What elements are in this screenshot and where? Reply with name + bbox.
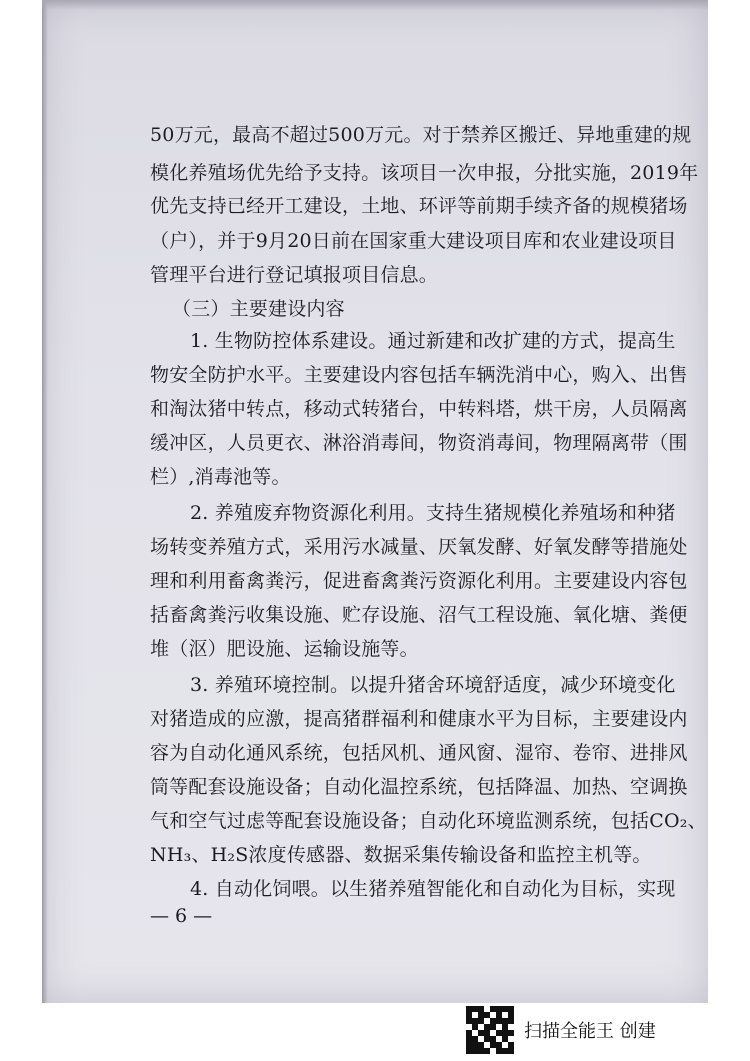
text-line: 筒等配套设施设备；自动化温控系统，包括降温、加热、空调换 [150,776,688,798]
scan-shadow-left [42,0,48,1003]
scan-shadow-top [42,0,708,10]
text-line: 气和空气过虑等配套设施设备；自动化环境监测系统，包括CO₂、 [150,810,707,832]
watermark-text: 扫描全能王 创建 [524,1021,656,1042]
text-line: 优先支持已经开工建设，土地、环评等前期手续齐备的规模猪场 [150,195,688,217]
text-line: 物安全防护水平。主要建设内容包括车辆洗消中心，购入、出售 [150,364,688,386]
text-line: 场转变养殖方式，采用污水减量、厌氧发酵、好氧发酵等措施处 [150,536,688,558]
paragraph-2-start: 2. 养殖废弃物资源化利用。支持生猪规模化养殖场和种猪 [190,502,676,524]
text-line: 对猪造成的应激，提高猪群福利和健康水平为目标，主要建设内 [150,708,688,730]
text-line: 缓冲区，人员更衣、淋浴消毒间，物资消毒间，物理隔离带（围 [150,432,688,454]
text-line: 理和利用畜禽粪污，促进畜禽粪污资源化利用。主要建设内容包 [150,570,688,592]
text-line: （户），并于9月20日前在国家重大建设项目库和农业建设项目 [150,230,677,252]
paragraph-1-start: 1. 生物防控体系建设。通过新建和改扩建的方式，提高生 [190,330,676,352]
text-line: 括畜禽粪污收集设施、贮存设施、沼气工程设施、氧化塘、粪便 [150,604,688,626]
text-line: 模化养殖场优先给予支持。该项目一次申报，分批实施，2019年 [150,162,699,184]
text-line: 堆（沤）肥设施、运输设施等。 [150,638,419,660]
text-line: 栏）,消毒池等。 [150,466,291,488]
scanner-watermark [466,1004,656,1056]
section-heading: （三）主要建设内容 [172,298,345,320]
page-number: — 6 — [150,905,213,927]
text-line: 和淘汰猪中转点，移动式转猪台，中转料塔，烘干房，人员隔离 [150,398,688,420]
text-line: 管理平台进行登记填报项目信息。 [150,264,439,286]
text-line: NH₃、H₂S浓度传感器、数据采集传输设备和监控主机等。 [150,844,652,866]
text-line: 50万元，最高不超过500万元。对于禁养区搬迁、异地重建的规 [150,124,692,146]
paragraph-4-start: 4. 自动化饲喂。以生猪养殖智能化和自动化为目标，实现 [190,878,676,900]
text-line: 容为自动化通风系统，包括风机、通风窗、湿帘、卷帘、进排风 [150,742,688,764]
qr-code-icon [466,1006,514,1054]
paragraph-3-start: 3. 养殖环境控制。以提升猪舍环境舒适度，减少环境变化 [190,674,676,696]
